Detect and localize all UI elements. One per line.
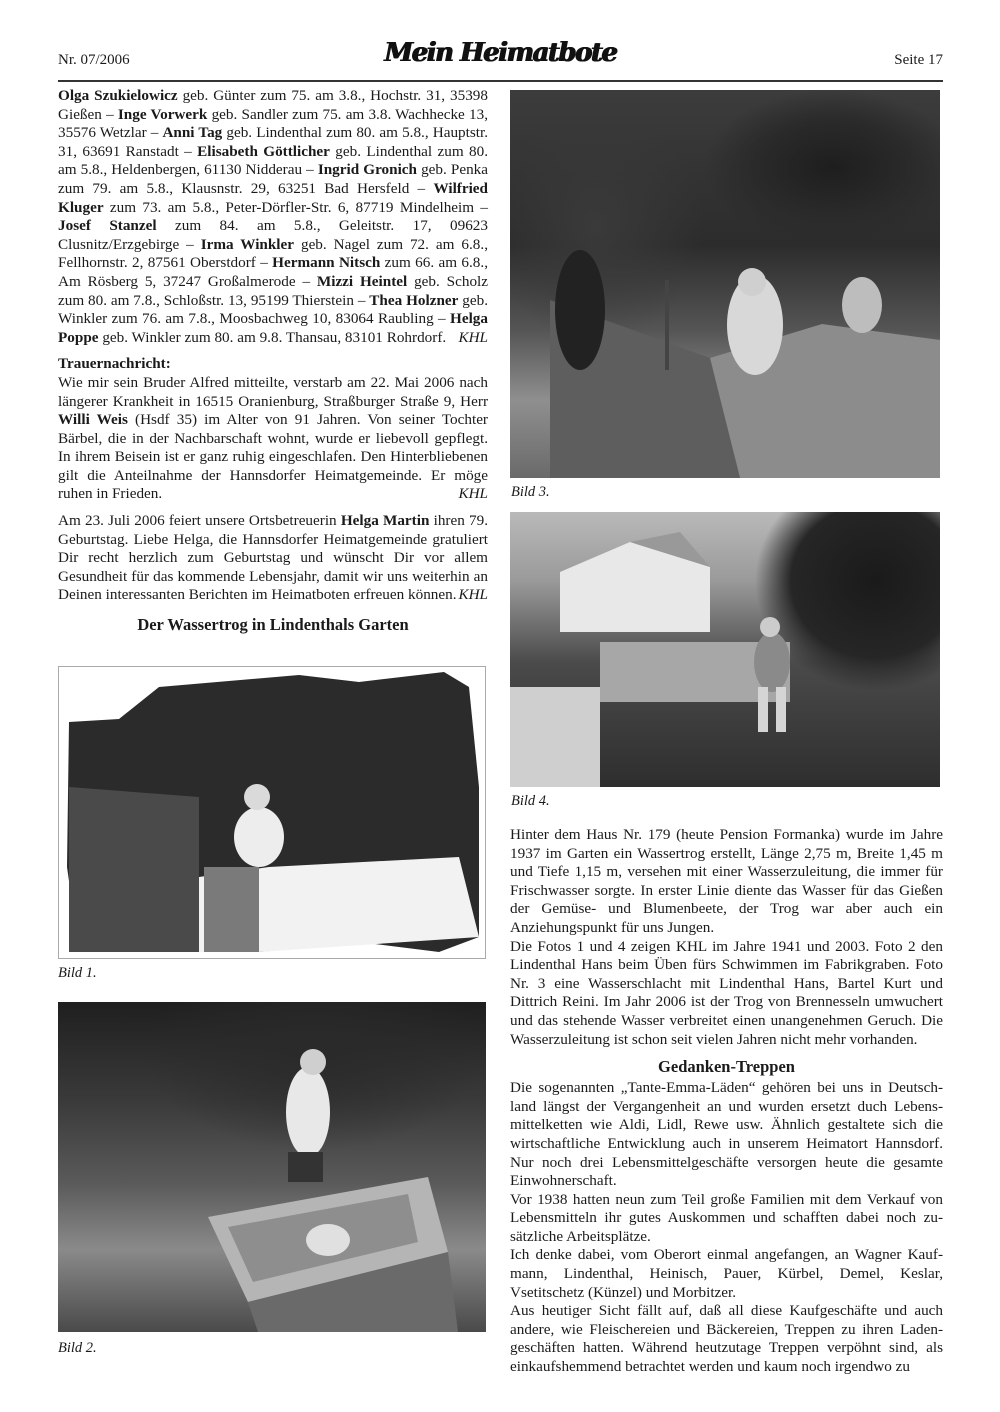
birthday-details: zum 73. am 5.8., Peter-Dörfler-Str. 6, 87719 Mindelheim –	[103, 198, 488, 216]
photo-bild-3	[510, 90, 940, 478]
birthday-details: geb. Scholz zum 80. am 7.8., Schloßstr. 13, 95199 Thierstein –	[58, 272, 488, 309]
wassertrog-paragraph: Hinter dem Haus Nr. 179 (heute Pension Formanka) wurde im Jahre 1937 im Garten ein Wassertrog erstellt, Länge 2,75 m, Breite 1,45 m und Tiefe 1,15 m, versehen mit einer Wasserzuleitung, die immer für Frischwasser sorgte. In erster Linie diente das Wasser für das Gießen der Gemüse- und Blumenbeete, der Trog war aber auch ein Anziehungspunkt für uns Jungen.	[510, 826, 943, 936]
author-signature: KHL	[458, 586, 488, 604]
greeting-text-part: ihren 79. Geburtstag. Liebe Helga, die Hannsdorfer Heimatgemeinde gratuliert Dir recht herzlich zum Geburtstag und wünscht Dir vor allem Gesundheit für das kommende Lebensjahr, damit wir uns weiterhin an Deinen interessanten Berichten im Heimatboten erfreuen können.	[58, 512, 488, 604]
birthday-name: Ingrid Gronich	[317, 161, 417, 179]
birthday-details: geb. Winkler zum 76. am 7.8., Moosbachweg 10, 83064 Raubling –	[58, 291, 488, 328]
birthday-name: Thea Holzner	[369, 291, 459, 309]
birthday-name: Helga Poppe	[58, 310, 488, 346]
birthday-name: Josef Stanzel	[58, 217, 157, 235]
birthday-details: geb. Günter zum 75. am 3.8., Hochstr. 31, 35398 Gießen –	[58, 87, 488, 123]
birthday-name: Hermann Nitsch	[272, 254, 381, 272]
greeting-text-part: Am 23. Juli 2006 feiert unsere Ortsbetreuerin	[58, 512, 341, 530]
birthday-name: Anni Tag	[162, 124, 223, 142]
photo-1-illustration	[59, 667, 485, 958]
birthday-name: Olga Szukielowicz	[58, 87, 178, 104]
birthday-details: geb. Winkler zum 80. am 9.8. Thansau, 83101 Rohrdorf.	[98, 328, 447, 346]
header-rule	[58, 80, 943, 82]
birthday-name: Mizzi Heintel	[316, 272, 408, 290]
birthday-name: Inge Vorwerk	[117, 105, 208, 123]
birthday-details: zum 84. am 5.8., Geleitstr. 17, 09623 Clusnitz/Erzgebirge –	[58, 217, 488, 253]
treppen-paragraph: Vor 1938 hatten neun zum Teil große Familien mit dem Verkauf von Lebensmitteln ihr gutes Auskommen und schafften dabei noch zusätzliche Arbeitsplätze.	[510, 1190, 943, 1245]
photo-bild-2	[58, 1002, 486, 1332]
photo-caption-2: Bild 2.	[58, 1340, 97, 1356]
celebrant-name: Helga Martin	[340, 512, 430, 530]
page-header	[58, 40, 943, 76]
photo-3-illustration	[510, 90, 940, 478]
obituary-text-part: Wie mir sein Bruder Alfred mitteilte, verstarb am 22. Mai 2006 nach längerer Krankheit in 16515 Oranienburg, Straßburger Straße 9, Herr	[58, 373, 488, 410]
treppen-paragraph: Ich denke dabei, vom Oberort einmal angefangen, an Wagner Kaufmann, Lindenthal, Heinisch, Pauer, Kürbel, Demel, Keslar, Vsetitschetz (Künzel) und Morbitzer.	[510, 1246, 943, 1301]
birthday-name: Irma Winkler	[200, 235, 295, 253]
greeting-text	[58, 512, 488, 605]
treppen-paragraph: Die sogenannten „Tante-Emma-Läden“ gehören bei uns in Deutschland längst der Vergangenheit an und wurden ersetzt duch Lebensmittelketten wie Aldi, Lidl, Rewe usw. Ähnlich gestaltete sich die wirtschaftliche Entwicklung auch in unserem Heimatort Hannsdorf. Nur noch drei Lebensmittelgeschäfte versorgen heute die gesamte Einwohnerschaft.	[510, 1079, 943, 1190]
photo-bild-4	[510, 512, 940, 787]
birthday-details: zum 66. am 6.8., Am Rösberg 5, 37247 Großalmerode –	[58, 254, 488, 290]
obituary-text	[58, 374, 488, 504]
photo-caption-4: Bild 4.	[511, 793, 550, 809]
masthead-logo: Mein Heimatbote	[384, 38, 617, 68]
wassertrog-paragraph: Die Fotos 1 und 4 zeigen KHL im Jahre 1941 und 2003. Foto 2 den Lindenthal Hans beim Üben fürs Schwimmen im Fabrikgraben. Foto Nr. 3 eine Wasserschlacht mit Lindenthal Hans, Bartel Kurt und Dittrich Reini. Im Jahr 2006 ist der Trog von Brennesseln umwuchert und das stehende Wasser verbreitet einen unangenehmen Geruch. Die Wasserzuleitung ist schon seit vielen Jahren nicht mehr vorhanden.	[510, 937, 943, 1048]
birthday-details: geb. Lindenthal zum 80. am 5.8., Heldenbergen, 61130 Nidderau –	[58, 142, 488, 179]
photo-4-illustration	[510, 512, 940, 787]
birthday-details: geb. Lindenthal zum 80. am 5.8., Hauptstr. 31, 63691 Ranstadt –	[58, 124, 489, 160]
obituary-text-part: (Hsdf 35) im Alter von 91 Jahren. Von seiner Tochter Bärbel, die in der Nachbarschaft wohnt, wurde er liebevoll gepflegt. In ihrem Beisein ist er ganz ruhig eingeschlafen. Den Hinterbliebenen gilt die Anteilnahme der Hannsdorfer Heimatgemeinde. Er möge ruhen in Frieden.	[58, 411, 488, 503]
left-column	[58, 87, 488, 635]
author-signature: KHL	[458, 328, 488, 346]
right-column	[510, 826, 943, 1377]
photo-bild-1	[58, 666, 486, 959]
issue-number: Nr. 07/2006	[58, 52, 130, 68]
article-title: Der Wassertrog in Lindenthals Garten	[137, 615, 409, 635]
deceased-name: Willi Weis	[58, 411, 128, 429]
birthday-name: Wilfried Kluger	[58, 179, 488, 216]
birthday-details: geb. Penka zum 79. am 5.8., Klausnstr. 29, 63251 Bad Hersfeld –	[58, 161, 489, 197]
birthday-details: geb. Sandler zum 75. am 3.8. Wachhecke 13, 35576 Wetzlar –	[58, 105, 488, 142]
birthday-details: geb. Nagel zum 72. am 6.8., Fellhornstr. 2, 87561 Oberstdorf –	[58, 235, 488, 272]
obituary-heading: Trauernachricht:	[58, 355, 171, 373]
author-signature: KHL	[458, 485, 488, 503]
treppen-paragraph: Aus heutiger Sicht fällt auf, daß all diese Kaufgeschäfte und auch andere, wie Fleischereien und Bäckereien, Treppen zu ihren Ladengeschäften hatten. Während heutzutage Treppen verpöhnt sind, als einkaufshemmend betrachtet werden und kaum noch irgendwo zu	[510, 1302, 943, 1376]
birthday-list	[58, 87, 488, 347]
photo-caption-1: Bild 1.	[58, 965, 97, 981]
photo-2-illustration	[58, 1002, 486, 1332]
page-number: Seite 17	[894, 52, 943, 68]
birthday-name: Elisabeth Göttlicher	[197, 142, 330, 160]
treppen-title: Gedanken-Treppen	[658, 1057, 795, 1077]
photo-caption-3: Bild 3.	[511, 484, 550, 500]
